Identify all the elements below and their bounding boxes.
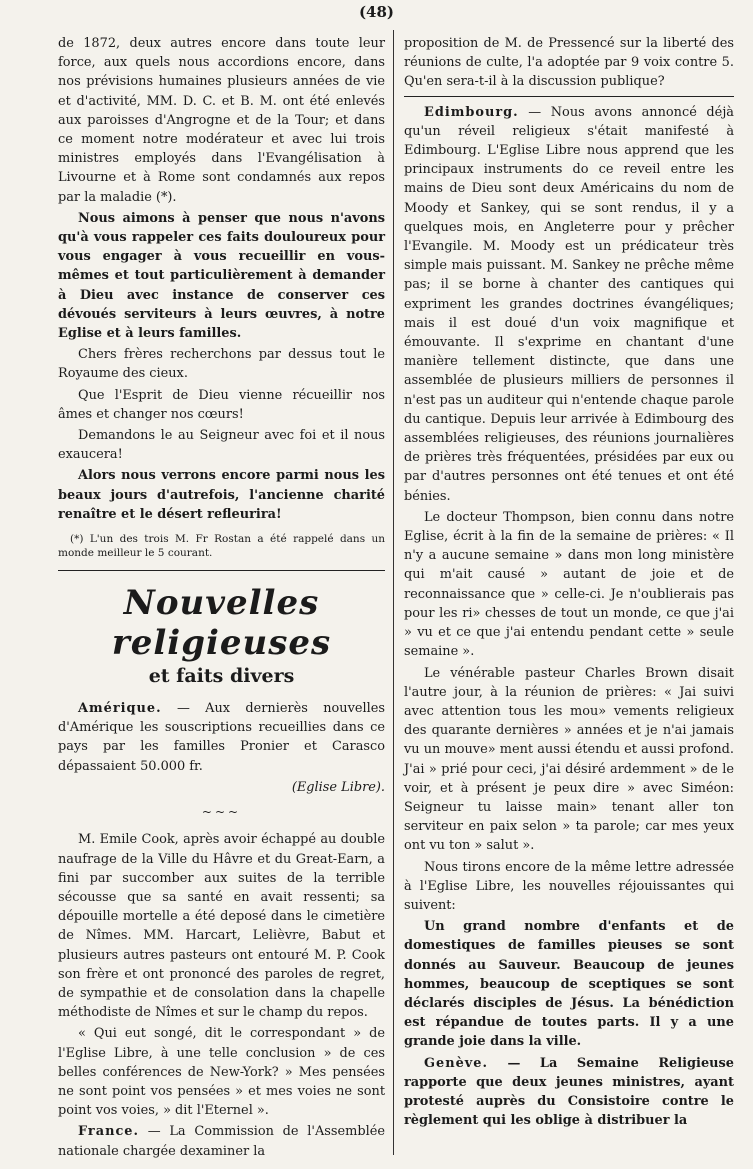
paragraph-royaume: Chers frères recherchons par dessus tout le Royaume des cieux.	[58, 347, 385, 382]
cook-quote: « Qui eut songé, dit le correspondant » de l'Eglise Libre, à une telle conclusion » de ces belles conférences de New-York? » Mes pensées ne sont point vos pensées » et mes voies ne sont point vos voies, » dit l'Eternel ».	[58, 1026, 385, 1119]
grand-nombre-paragraph: Un grand nombre d'enfants et de domestiques de familles pieuses se sont donnés au Sauveur. Beaucoup de jeunes hommes, beaucoup de sceptiques se sont déclarés disciples de Jésus. La bénédiction est répandue de toutes parts. Il y a une grande joie dans la ville.	[404, 919, 734, 1050]
amerique-source: (Eglise Libre).	[291, 779, 385, 795]
geneve-heading: Genève.	[424, 1055, 488, 1071]
left-column	[58, 34, 385, 1159]
cook-paragraph: M. Emile Cook, après avoir échappé au double naufrage de la Ville du Hâvre et du Great-Earn, a fini par succomber aux suites de la terrible sécousse que sa santé en avait ressenti; sa dépouille mortelle a été deposé dans le cimetière de Nîmes. MM. Harcart, Lelièvre, Babut et plusieurs autres pasteurs ont entouré M. P. Cook son frère et ont prononcé des paroles de regret, de sympathie et de consolation dans la chapelle méthodiste de Nîmes et sur le champ du repos.	[58, 832, 385, 1021]
page-number: (48)	[358, 3, 395, 21]
paragraph-esprit: Que l'Esprit de Dieu vienne récueillir nos âmes et changer nos cœurs!	[58, 387, 385, 422]
paragraph-demandons: Demandons le au Seigneur avec foi et il nous exaucera!	[58, 428, 385, 463]
edimbourg-heading: Edimbourg.	[424, 104, 519, 120]
section-subtitle: et faits divers	[148, 665, 295, 688]
thompson-paragraph: Le docteur Thompson, bien connu dans notre Eglise, écrit à la fin de la semaine de prières: « Il n'y a aucune semaine » dans mon long ministère qui m'ait causé » autant de joie et de reconnaissance que » celle-ci. Je n'oublierais pas pour les ri» chesses de tout un monde, ce que j'ai » vu et ce que j'ai entendu pendant cette » seule semaine ».	[404, 509, 734, 660]
footnote: (*) L'un des trois M. Fr Rostan a été rappelé dans un monde meilleur le 5 courant.	[58, 533, 385, 560]
france-text: — La Commission de l'Assemblée nationale chargée dexaminer la	[58, 1124, 385, 1159]
intro-paragraph: de 1872, deux autres encore dans toute leur force, aux quels nous accordions encore, dans nos prévisions humaines plusieurs années de vie et d'activité, MM. D. C. et B. M. ont été enlevés aux paroisses d'Angrogne et de la Tour; et dans ce moment notre modérateur et avec lui trois ministres employés dans l'Evangélisation à Livourne et à Rome sont condamnés aux repos par la maladie (*).	[58, 36, 385, 205]
brown-paragraph: Le vénérable pasteur Charles Brown disait l'autre jour, à la réunion de prières: « Jai suivi avec attention tous les mou» vements religieux des quarante dernières » années et je n'ai jamais vu un mouve» ment aussi étendu et aussi profond. J'ai » prié pour ceci, j'ai désiré ardemment » de le voir, et à présent je peux dire » avec Siméon: Seigneur tu laisse main» tenant aller ton serviteur en paix selon » ta parole; car mes yeux ont vu ton » salut ».	[404, 665, 734, 854]
amerique-heading: Amérique.	[78, 701, 162, 717]
france-continued: proposition de M. de Pressencé sur la liberté des réunions de culte, l'a adoptée par 9 voix contre 5. Qu'en sera-t-il à la discussion publique?	[404, 36, 734, 90]
paragraph-appeal: Nous aimons à penser que nous n'avons qu'à vous rappeler ces faits douloureux pour vous engager à vous recueillir en vous-mêmes et tout particulièrement à demander à Dieu avec instance de conserver ces dévoués serviteurs à leurs œuvres, à notre Eglise et à leurs familles.	[58, 210, 385, 342]
right-column	[404, 34, 734, 1151]
france-paragraph	[58, 1122, 385, 1160]
article-rule	[404, 96, 734, 97]
section-title: Nouvelles religieuses	[111, 583, 332, 664]
france-heading: France.	[78, 1124, 139, 1140]
geneve-text: — La Semaine Religieuse rapporte que deux jeunes ministres, ayant protesté auprès du Consistoire contre le règlement qui les oblige à distribuer la	[404, 1055, 734, 1129]
amerique-paragraph	[58, 699, 385, 776]
tirons-paragraph: Nous tirons encore de la même lettre adressée à l'Eglise Libre, les nouvelles réjouissantes qui suivent:	[404, 859, 734, 913]
amerique-text: — Aux dernierès nouvelles d'Amérique les souscriptions recueillies dans ce pays par les familles Pronier et Carasco dépassaient 50.000 fr.	[58, 701, 385, 774]
paragraph-alors: Alors nous verrons encore parmi nous les beaux jours d'autrefois, l'ancienne charité renaître et le désert refleurira!	[58, 468, 385, 522]
ornament-divider: ~~~	[201, 805, 242, 820]
edimbourg-text: — Nous avons annoncé déjà qu'un réveil religieux s'était manifesté à Edimbourg. L'Eglise Libre nous apprend que les principaux instruments do ce reveil entre les mains de Dieu sont deux Américains du nom de Moody et Sankey, qui se sont rendus, il y a quelques mois, en Angleterre pour y prêcher l'Evangile. M. Moody est un prédicateur très simple mais puissant. M. Sankey ne prêche même pas; il se borne à chanter des cantiques qui expriment les grandes doctrines évangéliques; mais il est doué d'un voix magnifique et émouvante. Il s'exprime en chantant d'une manière tellement distincte, que dans une assemblée de plusieurs milliers de personnes il n'est pas un auditeur qui n'entende chaque parole du cantique. Depuis leur arrivée à Edimbourg des assemblées religieuses, des réunions journalières de prières très fréquentées, présidées par eux ou par d'autres personnes ont été tenues et ont été bénies.	[404, 104, 734, 504]
geneve-paragraph	[404, 1054, 734, 1131]
edimbourg-paragraph	[404, 103, 734, 506]
section-rule	[58, 570, 385, 571]
column-divider	[393, 30, 394, 1155]
